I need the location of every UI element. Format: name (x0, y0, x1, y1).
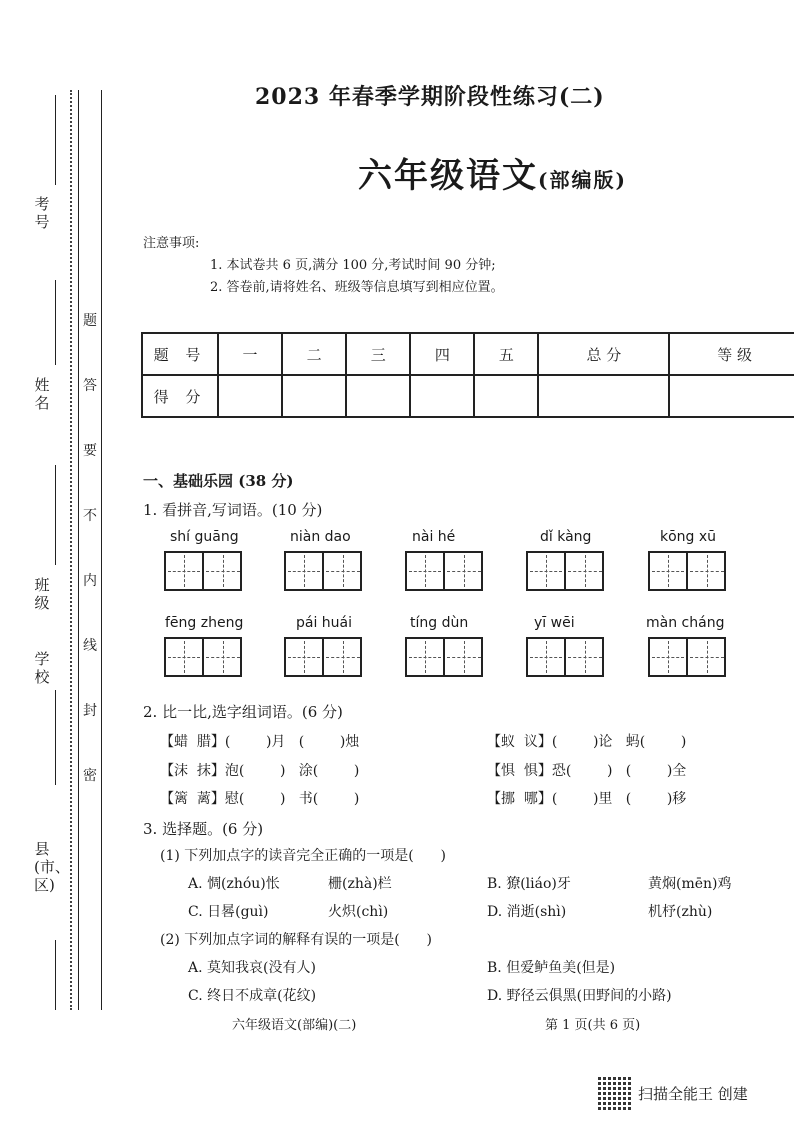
word-choice-row: 【蜡 腊】( )月 ( )烛 (160, 734, 360, 750)
option: 火炽(chì) (328, 904, 389, 920)
qr-code-icon (598, 1076, 632, 1110)
name-blank[interactable] (55, 280, 56, 365)
option: 机杼(zhù) (648, 904, 713, 920)
writing-grid[interactable] (164, 551, 242, 591)
score-cell[interactable] (218, 375, 282, 417)
binding-dotted-line (70, 90, 72, 1010)
seal-char: 题 (83, 313, 97, 329)
footer-left: 六年级语文(部编)(二) (232, 1018, 357, 1033)
word-choice-row: 【篱 蓠】慰( ) 书( ) (160, 791, 360, 807)
pinyin-label: tíng dùn (410, 615, 469, 631)
seal-char: 线 (83, 638, 97, 654)
option: C. 日晷(guì) (188, 904, 269, 920)
seal-char: 不 (83, 508, 97, 524)
section-title: 一、基础乐园 (38 分) (143, 472, 294, 490)
label-school: 学校 (34, 650, 50, 686)
label-exam-number: 考号 (34, 195, 50, 231)
option: 栅(zhà)栏 (328, 876, 392, 892)
score-table (141, 332, 794, 418)
option: B. 獠(liáo)牙 (487, 876, 571, 892)
word-choice-row: 【蚁 议】( )论 蚂( ) (487, 734, 687, 750)
table-header-cell: 题 号 (142, 333, 218, 375)
writing-grid[interactable] (648, 637, 726, 677)
pinyin-label: dǐ kàng (540, 529, 592, 545)
score-cell[interactable] (474, 375, 538, 417)
pinyin-label: nài hé (412, 529, 456, 545)
label-county: 县(市、区) (34, 840, 70, 894)
subject-name: 六年级语文 (358, 156, 538, 196)
seal-char: 要 (83, 443, 97, 459)
word-choice-row: 【惧 惧】恐( ) ( )全 (487, 763, 687, 779)
score-cell[interactable] (282, 375, 346, 417)
table-row (142, 375, 794, 417)
score-row-label: 得 分 (142, 375, 218, 417)
option: C. 终日不成章(花纹) (188, 988, 317, 1004)
writing-grid[interactable] (648, 551, 726, 591)
watermark-text: 扫描全能王 创建 (638, 1085, 748, 1103)
table-header-cell: 五 (474, 333, 538, 375)
binding-line-right (101, 90, 102, 1010)
score-cell[interactable] (538, 375, 669, 417)
score-cell[interactable] (346, 375, 410, 417)
score-cell[interactable] (669, 375, 794, 417)
score-cell[interactable] (410, 375, 474, 417)
table-header-cell: 二 (282, 333, 346, 375)
binding-line-left (78, 90, 79, 1010)
school-blank[interactable] (55, 690, 56, 785)
table-header-cell: 三 (346, 333, 410, 375)
pinyin-label: fēng zheng (165, 615, 244, 631)
pinyin-label: pái huái (296, 615, 353, 631)
notes-item: 2. 答卷前,请将姓名、班级等信息填写到相应位置。 (210, 280, 504, 295)
notes-item: 1. 本试卷共 6 页,满分 100 分,考试时间 90 分钟; (210, 258, 496, 273)
writing-grid[interactable] (284, 637, 362, 677)
writing-grid[interactable] (405, 637, 483, 677)
option: D. 野径云俱黑(田野间的小路) (487, 988, 672, 1004)
label-name: 姓名 (34, 376, 50, 412)
notes-heading: 注意事项: (143, 236, 200, 251)
seal-char: 内 (83, 573, 97, 589)
word-choice-row: 【沫 抹】泡( ) 涂( ) (160, 763, 360, 779)
pinyin-label: kōng xū (660, 529, 717, 545)
label-class: 班级 (34, 576, 50, 612)
exam-number-blank[interactable] (55, 95, 56, 185)
word-choice-row: 【挪 哪】( )里 ( )移 (487, 791, 687, 807)
question-1-prompt: 1. 看拼音,写词语。(10 分) (143, 501, 323, 519)
option: A. 惆(zhóu)怅 (188, 876, 280, 892)
seal-char: 密 (83, 768, 97, 784)
table-header-cell: 四 (410, 333, 474, 375)
table-header-cell: 等 级 (669, 333, 794, 375)
pinyin-label: shí guāng (170, 529, 239, 545)
option: A. 莫知我哀(没有人) (188, 960, 316, 976)
option: 黄焖(mēn)鸡 (648, 876, 732, 892)
writing-grid[interactable] (526, 551, 604, 591)
pinyin-label: niàn dao (290, 529, 351, 545)
class-blank[interactable] (55, 465, 56, 565)
page-number: 第 1 页(共 6 页) (545, 1018, 641, 1033)
question-2-prompt: 2. 比一比,选字组词语。(6 分) (143, 703, 343, 721)
table-header-cell: 一 (218, 333, 282, 375)
writing-grid[interactable] (284, 551, 362, 591)
pinyin-label: màn cháng (646, 615, 725, 631)
pinyin-label: yī wēi (534, 615, 575, 631)
seal-char: 答 (83, 378, 97, 394)
seal-char: 封 (83, 703, 97, 719)
table-header-cell: 总 分 (538, 333, 669, 375)
subject-title (358, 148, 627, 197)
sub-question-1: (1) 下列加点字的读音完全正确的一项是( ) (160, 848, 446, 864)
county-blank[interactable] (55, 940, 56, 1010)
edition: (部编版) (538, 168, 627, 192)
question-3-prompt: 3. 选择题。(6 分) (143, 820, 264, 838)
writing-grid[interactable] (164, 637, 242, 677)
sub-question-2: (2) 下列加点字词的解释有误的一项是( ) (160, 932, 432, 948)
option: D. 消逝(shì) (487, 904, 567, 920)
writing-grid[interactable] (526, 637, 604, 677)
option: B. 但爱鲈鱼美(但是) (487, 960, 616, 976)
writing-grid[interactable] (405, 551, 483, 591)
exam-title: 2023 年春季学期阶段性练习(二) (255, 84, 605, 110)
table-row (142, 333, 794, 375)
